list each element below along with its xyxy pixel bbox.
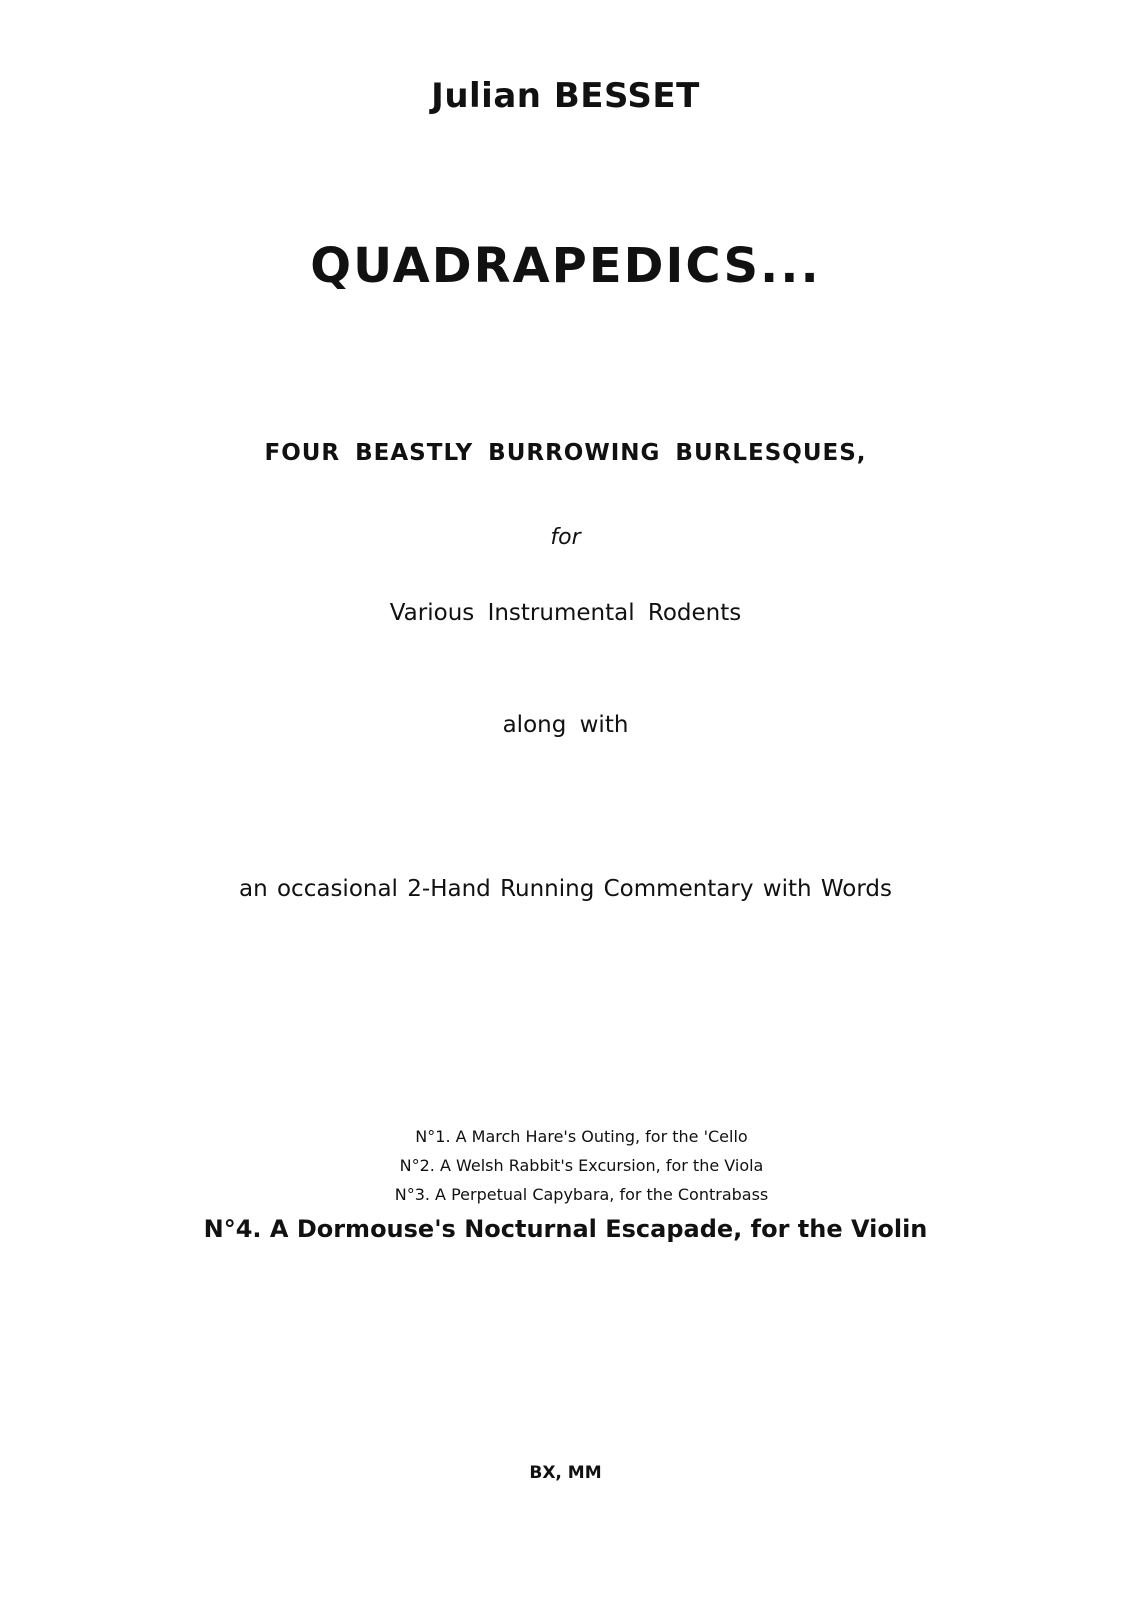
along-with-text: along with: [502, 712, 629, 738]
movement-list: [0, 1122, 1131, 1249]
work-subtitle: FOUR BEASTLY BURROWING BURLESQUES,: [264, 440, 867, 466]
movement-item: N°3. A Perpetual Capybara, for the Contrabass: [394, 1185, 769, 1204]
work-title: QUADRAPEDICS...: [310, 238, 821, 294]
composer-name: Julian BESSET: [431, 76, 700, 116]
commentary-description: an occasional 2-Hand Running Commentary with Words: [239, 876, 892, 902]
instrumentation: Various Instrumental Rodents: [389, 600, 742, 626]
for-text: for: [550, 525, 581, 550]
movement-item: N°2. A Welsh Rabbit's Excursion, for the Viola: [399, 1156, 764, 1175]
footer-date: BX, MM: [529, 1463, 602, 1483]
movement-item: N°1. A March Hare's Outing, for the 'Cello: [415, 1127, 748, 1146]
movement-item-featured: N°4. A Dormouse's Nocturnal Escapade, for the Violin: [203, 1215, 928, 1243]
